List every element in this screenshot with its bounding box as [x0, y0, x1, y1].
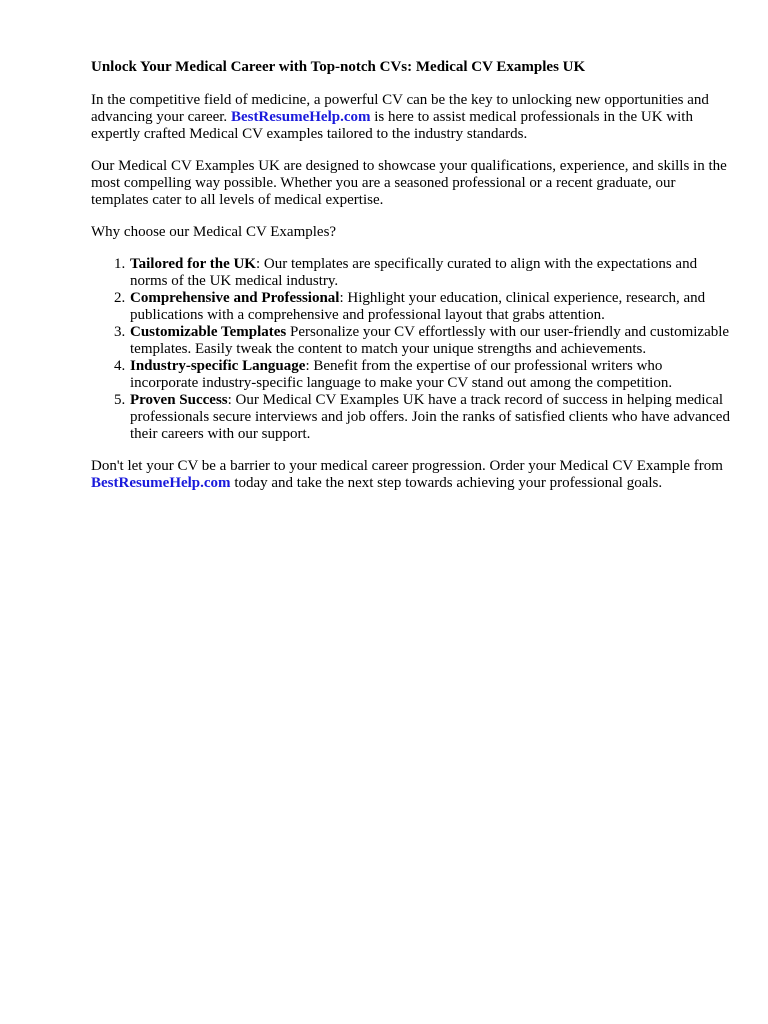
benefit-text: : Our templates are specifically curated to align with the expectations and norms of the UK medical industry.: [130, 256, 698, 289]
benefit-term: Customizable Templates: [130, 324, 287, 340]
list-item: [129, 392, 731, 443]
intro-link-bestresumehelp[interactable]: BestResumeHelp.com: [230, 109, 371, 125]
closing-text-before: Don't let your CV be a barrier to your medical career progression. Order your Medical CV Example from: [91, 458, 723, 474]
document-page: [91, 59, 731, 507]
benefit-term: Proven Success: [130, 392, 228, 408]
why-choose-heading: Why choose our Medical CV Examples?: [91, 224, 337, 240]
benefit-text: Personalize your CV effortlessly with our user-friendly and customizable templates. Easily tweak the content to match your unique strengths and achievements.: [130, 324, 730, 357]
templates-paragraph: Our Medical CV Examples UK are designed to showcase your qualifications, experience, and skills in the most compelling way possible. Whether you are a seasoned professional or a recent graduate, our templates cater to all levels of medical expertise.: [91, 158, 727, 208]
document-title: Unlock Your Medical Career with Top-notch CVs: Medical CV Examples UK: [91, 59, 586, 75]
intro-paragraph: [91, 92, 731, 143]
benefit-term: Comprehensive and Professional: [130, 290, 340, 306]
benefit-term: Industry-specific Language: [130, 358, 306, 374]
list-item: [129, 290, 731, 324]
closing-text-after: today and take the next step towards achieving your professional goals.: [230, 475, 663, 491]
closing-link-bestresumehelp[interactable]: BestResumeHelp.com: [91, 475, 231, 491]
intro-text-after: is here to assist medical professionals in the UK with expertly crafted Medical CV examples tailored to the industry standards.: [91, 109, 693, 142]
list-item: [129, 358, 731, 392]
closing-paragraph: [91, 458, 731, 492]
intro-text-before: In the competitive field of medicine, a powerful CV can be the key to unlocking new opportunities and advancing your career.: [91, 92, 709, 125]
benefits-list: [91, 256, 731, 443]
list-item: [129, 324, 731, 358]
benefit-term: Tailored for the UK: [130, 256, 256, 272]
benefit-text: : Highlight your education, clinical experience, research, and publications with a comprehensive and professional layout that grabs attention.: [130, 290, 706, 323]
list-item: [129, 256, 731, 290]
benefit-text: : Benefit from the expertise of our professional writers who incorporate industry-specific language to make your CV stand out among the competition.: [130, 358, 673, 391]
benefit-text: : Our Medical CV Examples UK have a track record of success in helping medical professionals secure interviews and job offers. Join the ranks of satisfied clients who have advanced their careers with our support.: [130, 392, 730, 442]
